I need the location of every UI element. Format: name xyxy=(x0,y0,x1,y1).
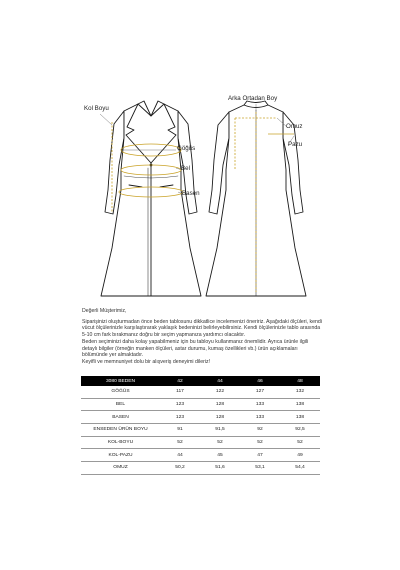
table-cell: 44 xyxy=(160,449,200,462)
table-cell: 138 xyxy=(280,398,320,411)
table-cell: 52 xyxy=(280,436,320,449)
note-paragraph-3: Keyifli ve memnuniyet dolu bir alışveriş deneyimi dileriz! xyxy=(82,358,211,365)
table-cell: 133 xyxy=(240,411,280,424)
row-label: GÖĞÜS xyxy=(81,386,160,398)
row-label: BEL xyxy=(81,398,160,411)
table-cell: 50,2 xyxy=(160,462,200,475)
header-model: 3080 BEDEN xyxy=(81,376,160,386)
table-cell: 91,5 xyxy=(200,424,240,437)
table-cell: 127 xyxy=(240,386,280,398)
table-cell: 45 xyxy=(200,449,240,462)
label-bel: Bel xyxy=(181,165,190,172)
note-paragraph-1: Siparişinizi oluşturmadan önce beden tablosunu dikkatlice incelemenizi öneririz. Aşağıdaki ölçüleri, kendi vücut ölçülerinizle karşılaştırarak yaklaşık bedeninizi belirleyebilirsiniz. Kendi ölçülerinizle tablo arasında 5-10 cm fark bırakmanız doğru bir seçim yapmanıza yardımcı olacaktır. xyxy=(82,318,322,339)
table-cell: 51,6 xyxy=(200,462,240,475)
table-cell: 138 xyxy=(280,411,320,424)
table-cell: 132 xyxy=(280,386,320,398)
table-cell: 52 xyxy=(160,436,200,449)
header-size-42: 42 xyxy=(160,376,200,386)
header-size-46: 46 xyxy=(240,376,280,386)
note-paragraph-2: Beden seçiminizi daha kolay yapabilmeniz için bu tabloyu kullanmanız önemlidir. Ayrıca ürünle ilgili detaylı bilgiler (örneğin manken ölçüleri, astar durumu, kumaş özellikleri vb.) ürün açıklamaları bölümünde yer almaktadır. xyxy=(82,338,309,359)
row-label: KOL-PAZU xyxy=(81,449,160,462)
table-cell: 128 xyxy=(200,411,240,424)
table-cell: 91 xyxy=(160,424,200,437)
label-omuz: Omuz xyxy=(286,123,303,130)
label-basen: Basen xyxy=(182,190,200,197)
table-cell: 92 xyxy=(240,424,280,437)
table-cell: 47 xyxy=(240,449,280,462)
header-size-44: 44 xyxy=(200,376,240,386)
row-label: KOL-BOYU xyxy=(81,436,160,449)
row-label: ENSEDEN ÜRÜN BOYU xyxy=(81,424,160,437)
table-cell: 49 xyxy=(280,449,320,462)
table-cell: 53,1 xyxy=(240,462,280,475)
table-row xyxy=(81,424,320,437)
table-cell: 122 xyxy=(200,386,240,398)
table-row xyxy=(81,386,320,398)
table-cell: 133 xyxy=(240,398,280,411)
label-kol-boyu: Kol Boyu xyxy=(84,105,109,112)
customer-note xyxy=(82,308,322,366)
table-cell: 52 xyxy=(240,436,280,449)
table-cell: 123 xyxy=(160,411,200,424)
table-cell: 92,5 xyxy=(280,424,320,437)
table-cell: 123 xyxy=(160,398,200,411)
size-table-header xyxy=(81,376,320,386)
table-row xyxy=(81,449,320,462)
table-row xyxy=(81,462,320,475)
table-row xyxy=(81,411,320,424)
table-cell: 117 xyxy=(160,386,200,398)
table-row xyxy=(81,398,320,411)
front-coat-illustration xyxy=(101,101,201,296)
note-greeting: Değerli Müşterimiz, xyxy=(82,308,127,314)
label-gogus: Göğüs xyxy=(177,145,196,152)
row-label: BASEN xyxy=(81,411,160,424)
table-cell: 52 xyxy=(200,436,240,449)
size-table xyxy=(81,376,320,475)
row-label: OMUZ xyxy=(81,462,160,475)
label-arka-ortadan-boy: Arka Ortadan Boy xyxy=(228,95,278,102)
table-cell: 128 xyxy=(200,398,240,411)
table-cell: 54,4 xyxy=(280,462,320,475)
table-row xyxy=(81,436,320,449)
header-size-48: 48 xyxy=(280,376,320,386)
label-pazu: Pazu xyxy=(288,141,303,148)
